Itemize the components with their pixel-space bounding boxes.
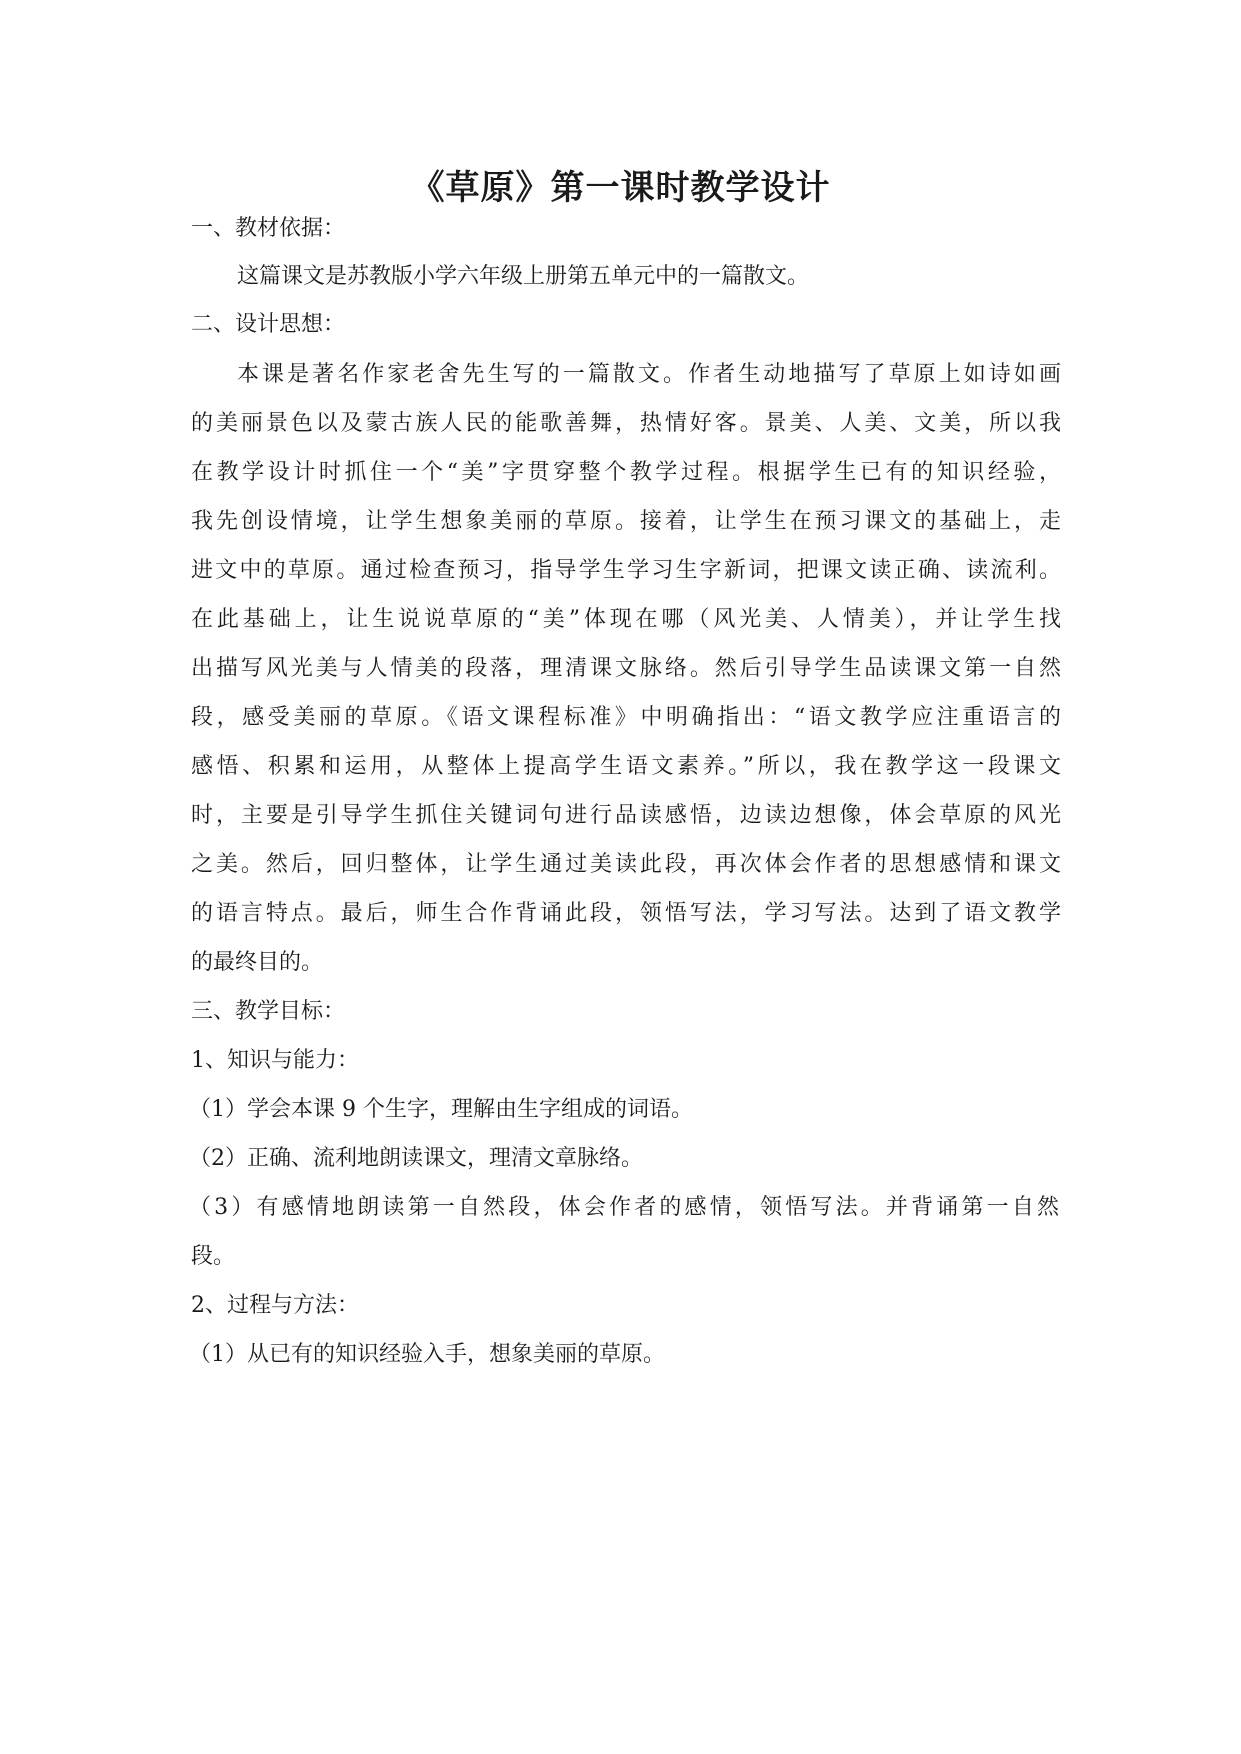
section2-line: 的美丽景色以及蒙古族人民的能歌善舞，热情好客。景美、人美、文美，所以我 — [191, 411, 1061, 436]
document-title: 《草原》第一课时教学设计 — [410, 168, 831, 208]
section2-line: 出描写风光美与人情美的段落，理清课文脉络。然后引导学生品读课文第一自然 — [191, 656, 1061, 681]
goal1-item: （2）正确、流利地朗读课文，理清文章脉络。 — [189, 1146, 643, 1171]
section2-line: 进文中的草原。通过检查预习，指导学生学习生字新词，把课文读正确、读流利。 — [191, 558, 1061, 583]
section2-line: 感悟、积累和运用，从整体上提高学生语文素养。”所以，我在教学这一段课文 — [191, 754, 1061, 779]
goal2-item: （1）从已有的知识经验入手，想象美丽的草原。 — [189, 1342, 665, 1367]
goal1-heading: 1、知识与能力： — [191, 1048, 359, 1073]
section2-line: 的语言特点。最后，师生合作背诵此段，领悟写法，学习写法。达到了语文教学 — [191, 901, 1061, 926]
goal1-item: （1）学会本课 9 个生字，理解由生字组成的词语。 — [189, 1097, 693, 1122]
section3-heading: 三、教学目标： — [191, 999, 346, 1024]
goal1-item-continued: 段。 — [191, 1244, 236, 1269]
section2-heading: 二、设计思想： — [191, 312, 346, 337]
section1-heading: 一、教材依据： — [191, 216, 346, 241]
section2-line: 我先创设情境，让学生想象美丽的草原。接着，让学生在预习课文的基础上，走 — [191, 509, 1061, 534]
section2-line: 时，主要是引导学生抓住关键词句进行品读感悟，边读边想像，体会草原的风光 — [191, 803, 1061, 828]
section1-text: 这篇课文是苏教版小学六年级上册第五单元中的一篇散文。 — [237, 264, 810, 289]
section2-line: 在此基础上，让生说说草原的“美”体现在哪（风光美、人情美），并让学生找 — [191, 607, 1061, 632]
section2-line: 在教学设计时抓住一个“美”字贯穿整个教学过程。根据学生已有的知识经验， — [191, 460, 1061, 485]
section2-line: 的最终目的。 — [191, 950, 324, 975]
section2-line: 之美。然后，回归整体，让学生通过美读此段，再次体会作者的思想感情和课文 — [191, 852, 1061, 877]
goal2-heading: 2、过程与方法： — [191, 1293, 359, 1318]
section2-line: 段，感受美丽的草原。《语文课程标准》中明确指出：“语文教学应注重语言的 — [191, 705, 1061, 730]
goal1-item: （3）有感情地朗读第一自然段，体会作者的感情，领悟写法。并背诵第一自然 — [189, 1195, 1059, 1220]
section2-line: 本课是著名作家老舍先生写的一篇散文。作者生动地描写了草原上如诗如画 — [237, 362, 1061, 387]
